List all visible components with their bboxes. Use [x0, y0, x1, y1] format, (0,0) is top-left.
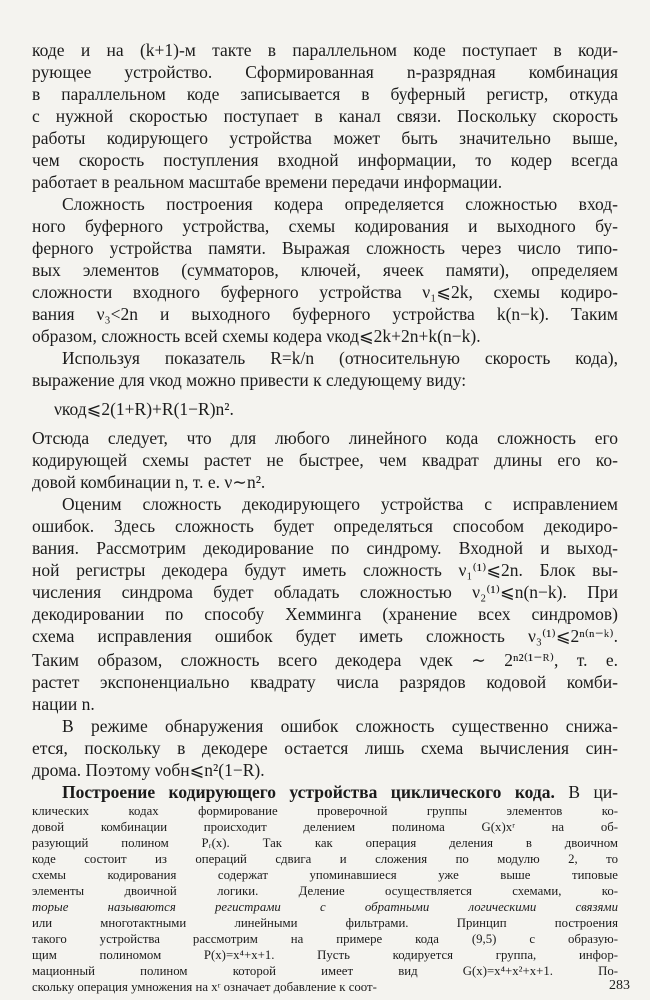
text-line: коде и на (k+1)-м такте в параллельном коде поступает в коди-: [32, 40, 618, 60]
text-line: Таким образом, сложность всего декодера νдек ∼ 2ⁿ²⁽¹⁻ᴿ⁾, т. е.: [32, 650, 618, 670]
text-line: довой комбинации происходит делением полинома G(x)xʳ на об-: [32, 820, 618, 834]
section-heading: Построение кодирующего устройства циклического кода.: [62, 782, 555, 802]
text-line: ного буферного устройства, схемы кодирования и выходного бу-: [32, 216, 618, 236]
text-line: ферного устройства памяти. Выражая сложность через число типо-: [32, 238, 618, 258]
text-line: работы кодирующего устройства может быть значительно выше,: [32, 128, 618, 148]
text-line: вания. Рассмотрим декодирование по синдрому. Входной и выход-: [32, 538, 618, 558]
text-line: Используя показатель R=k/n (относительную скорость кода),: [62, 348, 618, 368]
text-line: дрома. Поэтому νобн⩽n²(1−R).: [32, 760, 265, 780]
text-line: клических кодах формирование проверочной группы элементов ко-: [32, 804, 618, 818]
text-line: с нужной скоростью поступает в канал связи. Поскольку скорость: [32, 106, 618, 126]
text-line: ошибок. Здесь сложность будет определяться способом декодиро-: [32, 516, 618, 536]
text-line: Отсюда следует, что для любого линейного кода сложность его: [32, 428, 618, 448]
text-line: торые называются регистрами с обратными логическими связями: [32, 900, 618, 914]
text-line: или многотактными линейными фильтрами. Принцип построения: [32, 916, 618, 930]
text-run: В ци-: [568, 782, 619, 802]
text-line: В режиме обнаружения ошибок сложность существенно снижа-: [62, 716, 618, 736]
text-line: в параллельном коде записывается в буферный регистр, откуда: [32, 84, 618, 104]
text-line: образом, сложность всей схемы кодера νкод⩽2k+2n+k(n−k).: [32, 326, 481, 346]
text-line: работает в реальном масштабе времени передачи информации.: [32, 172, 503, 192]
text-line: декодировании по способу Хемминга (хранение всех синдромов): [32, 604, 618, 624]
text-line: Оценим сложность декодирующего устройства с исправлением: [62, 494, 618, 514]
text-line: вания ν₃<2n и выходного буферного устройства k(n−k). Таким: [32, 304, 618, 324]
text-line: нации n.: [32, 694, 95, 714]
text-line: Сложность построения кодера определяется сложностью вход-: [62, 194, 618, 214]
text-line: числения синдрома будет обладать сложностью ν₂⁽¹⁾⩽n(n−k). При: [32, 582, 618, 602]
text-line: мационный полином которой имеет вид G(x)=x⁴+x²+x+1. По-: [32, 964, 618, 978]
formula: νкод⩽2(1+R)+R(1−R)n².: [54, 399, 234, 419]
text-line: чем скорость поступления входной информации, то кодер всегда: [32, 150, 618, 170]
text-line: ной регистры декодера будут иметь сложность ν₁⁽¹⁾⩽2n. Блок вы-: [32, 560, 618, 580]
text-line: разующий полином Pᵣ(x). Так как операция деления в двоичном: [32, 836, 618, 850]
text-line: схемы кодирования содержат упоминавшиеся уже выше типовые: [32, 868, 618, 882]
text-line: такого устройства рассмотрим на примере кода (9,5) с образую-: [32, 932, 618, 946]
text-line: схема исправления ошибок будет иметь сложность ν₃⁽¹⁾⩽2ⁿ⁽ⁿ⁻ᵏ⁾.: [32, 626, 618, 646]
text-line: коде состоит из операций сдвига и сложения по модулю 2, то: [32, 852, 618, 866]
text-line: выражение для νкод можно привести к следующему виду:: [32, 370, 467, 390]
text-line: сложности входного буферного устройства ν₁⩽2k, схемы кодиро-: [32, 282, 618, 302]
text-line: [62, 781, 618, 803]
text-line: щим полиномом P(x)=x⁴+x+1. Пусть кодируется группа, инфор-: [32, 948, 618, 962]
text-line: кодирующей схемы растет не быстрее, чем квадрат длины его ко-: [32, 450, 618, 470]
text-line: растет экспоненциально квадрату числа разрядов кодовой комби-: [32, 672, 618, 692]
text-line: довой комбинации n, т. е. ν∼n².: [32, 472, 266, 492]
text-line: элементы двоичной логики. Деление осуществляется схемами, ко-: [32, 884, 618, 898]
text-line: скольку операция умножения на xʳ означает добавление к соот-: [32, 980, 377, 994]
text-line: ется, поскольку в декодере остается лишь схема вычисления син-: [32, 738, 618, 758]
text-line: вых элементов (сумматоров, ключей, ячеек памяти), определяем: [32, 260, 618, 280]
page-number: 283: [609, 978, 630, 993]
text-line: рующее устройство. Сформированная n-разрядная комбинация: [32, 62, 618, 82]
